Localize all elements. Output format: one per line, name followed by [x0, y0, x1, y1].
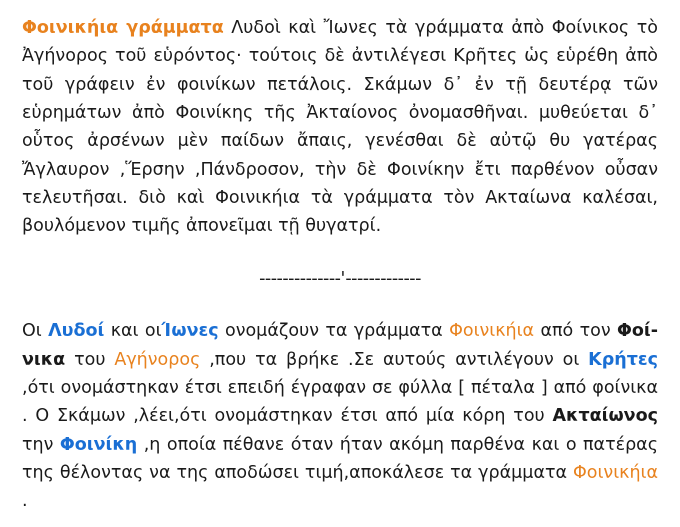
- divider-left-dashes: --------------: [259, 268, 341, 289]
- modern-text-s8: την: [22, 434, 60, 455]
- modern-text-s6: ,που τα βρήκε .Σε αυτούς αντιλέγουν οι: [200, 349, 589, 370]
- term-foinika-part2: νικα: [22, 349, 66, 370]
- modern-text-s7: ,ότι ονομάστηκαν έτσι επειδή έγραφαν σε φύλλα [ πέταλα ] από φοίνικα . Ο Σκάμων ,λέει,ότι ονομάστηκαν έτσι από μία κόρη του: [22, 377, 658, 427]
- modern-text-s9: ,η οποία πέθανε όταν ήταν ακόμη παρθένα και ο πατέρας της θέλοντας να της αποδώσει τιμή,αποκάλεσε τα γράμματα: [22, 434, 658, 483]
- term-foinikia-end: Φοινικήια: [573, 462, 658, 483]
- divider-right-dashes: -------------: [345, 268, 421, 289]
- ancient-body-text: Λυδοὶ καὶ Ἴωνες τὰ γράμματα ἀπὸ Φοίνικος τὸ Ἀγήνορος τοῦ εὑρόντος· τούτοις δὲ ἀντιλέγεσι Κρῆτες ὡς εὑρέθη ἀπὸ τοῦ γράφειν ἐν φοινίκων πετάλοις. Σκάμων δ᾽ ἐν τῇ δευτέρᾳ τῶν εὑρημάτων ἀπὸ Φοινίκης τῆς Ἀκταίονος ὀνομασθῆναι. μυθεύεται δ᾽ οὗτος ἀρσένων μὲν παίδων ἄπαις, γενέσθαι δὲ αὐτῷ θυ γατέρας Ἄγλαυρον ,Ἕρσην ,Πάνδροσον, τὴν δὲ Φοινίκην ἔτι παρθένον οὖσαν τελευτῆσαι. διὸ καὶ Φοινικήια τὰ γράμματα τὸν Ακταίωνα καλέσαι, βουλόμενον τιμῆς ἀπονεῖμαι τῇ θυγατρί.: [22, 18, 658, 237]
- modern-text-s3: ονομάζουν τα γράμματα: [218, 321, 450, 342]
- section-divider: [22, 267, 658, 292]
- term-aktaionos: Ακταίωνος: [552, 406, 658, 427]
- modern-text-s10: .: [22, 491, 28, 512]
- modern-text-s5: του: [65, 349, 115, 370]
- term-krites: Κρήτες: [588, 349, 659, 370]
- term-lydoi: Λυδοί: [48, 321, 105, 342]
- term-foiniki: Φοινίκη: [59, 434, 138, 455]
- term-agenoros: Αγήνορος: [114, 349, 201, 370]
- term-iones: Ίωνες: [161, 321, 219, 342]
- divider-middle-mark: ': [340, 268, 346, 289]
- modern-text-s4: από τον: [534, 321, 618, 342]
- modern-greek-paragraph: [22, 317, 658, 515]
- modern-text-s2: και οι: [104, 321, 162, 342]
- modern-text-s1: Οι: [22, 321, 49, 342]
- ancient-greek-paragraph: [22, 14, 658, 241]
- ancient-title-highlight: Φοινικήια γράμματα: [22, 18, 224, 38]
- term-foinikia: Φοινικήια: [449, 321, 535, 342]
- term-foinika-part1: Φοί-: [617, 321, 658, 342]
